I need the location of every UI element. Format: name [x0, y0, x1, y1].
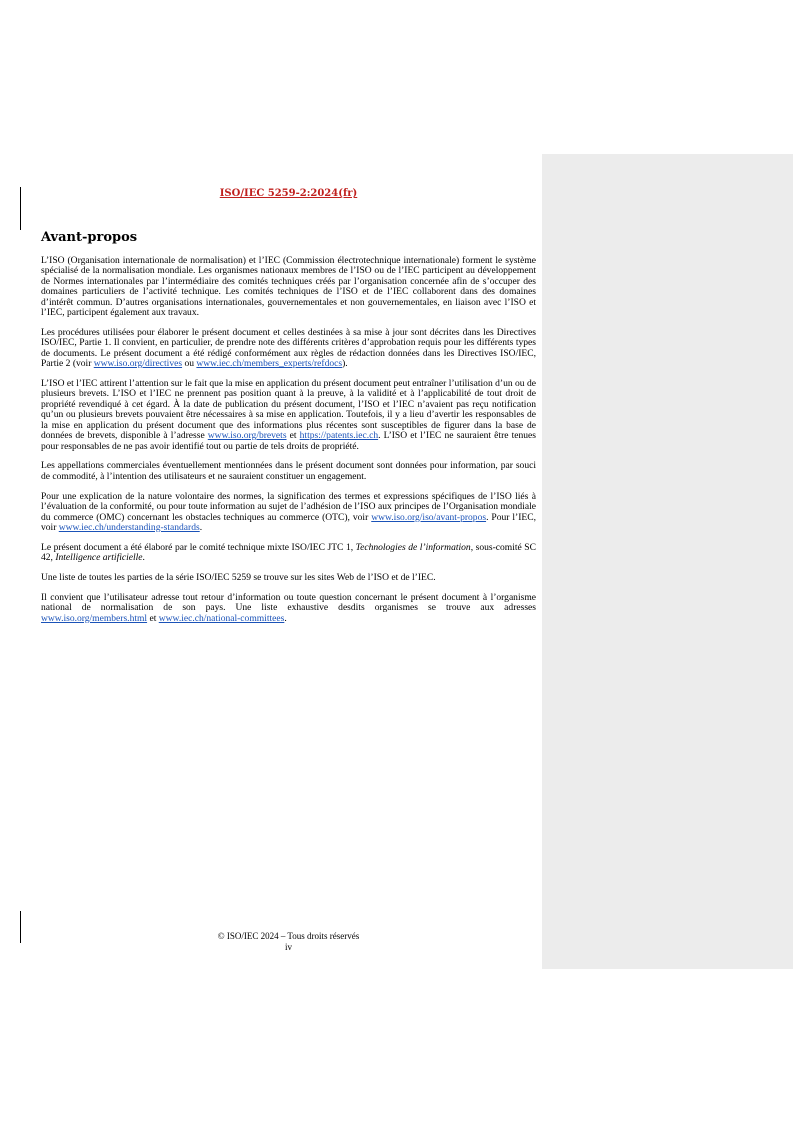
link-iec-patents[interactable]: https://patents.iec.ch — [299, 430, 379, 442]
body-text — [41, 256, 536, 634]
paragraph-8-mid: et — [147, 612, 159, 624]
change-bar-bottom — [20, 911, 21, 943]
paragraph-1: L’ISO (Organisation internationale de normalisation) et l’IEC (Commission électrotechnique internationale) forment le système spécialisé de la normalisation mondiale. Les organismes nationaux membres de l’ISO ou de l’IEC participent au développement de Normes internationales par l’intermédiaire des comités techniques créés par l’organisation concernée afin de s’occuper des domaines particuliers de l’activité technique. Les comités techniques de l’ISO et de l’IEC collaborent dans des domaines d’intérêt commun. D’autres organisations internationales, gouvernementales et non gouvernementales, en liaison avec l’ISO et l’IEC, participent également aux travaux. — [41, 255, 536, 319]
paragraph-6 — [41, 543, 536, 564]
change-bar-top — [20, 187, 21, 230]
paragraph-3-text: L’ISO et l’IEC attirent l’attention sur le fait que la mise en application du présent document peut entraîner l’utilisation d’un ou de plusieurs brevets. L’ISO et l’IEC ne prennent pas position quant à la preuve, à la validité et à l’applicabilité de tout droit de propriété revendiqué à cet égard. À la date de publication du présent document, l’ISO et l’IEC n’avaient pas reçu notification qu’un ou plusieurs brevets pouvaient être nécessaires à sa mise en application. Toutefois, il y a lieu d’avertir les responsables de la mise en application du présent document que des informations plus récentes sont susceptibles de figurer dans la base de données de brevets, disponible à l’adresse — [41, 378, 536, 442]
paragraph-6-mid: , sous-comité SC 42, — [41, 541, 536, 564]
paragraph-8-text: Il convient que l’utilisateur adresse tout retour d’information ou toute question concernant le présent document à l’organisme national de normalisation de son pays. Une liste exhaustive desdits organismes se trouve aux adresses — [41, 592, 536, 614]
paragraph-4: Les appellations commerciales éventuellement mentionnées dans le présent document sont données pour information, par souci de commodité, à l’intention des utilisateurs et ne sauraient constituer un engagement. — [41, 460, 536, 482]
page-footer — [41, 931, 536, 953]
paragraph-2-text: Les procédures utilisées pour élaborer le présent document et celles destinées à sa mise à jour sont décrites dans les Directives ISO/IEC, Partie 1. Il convient, en particulier, de prendre note des différents critères d’approbation requis pour les différents types de documents. Le présent document a été rédigé conformément aux règles de rédaction données dans les Directives ISO/IEC, Partie 2 (voir — [41, 326, 536, 370]
link-iec-understanding-standards[interactable]: www.iec.ch/understanding-standards — [58, 521, 200, 533]
paragraph-3-end: . L’ISO et l’IEC ne sauraient être tenues pour responsables de ne pas avoir identifié tout ou partie de tels droits de propriété. — [41, 430, 536, 452]
page-number: iv — [284, 942, 292, 952]
paragraph-6-end: . — [142, 552, 145, 564]
document-id-header: ISO/IEC 5259-2:2024(fr) — [219, 188, 358, 199]
link-iso-brevets[interactable]: www.iso.org/brevets — [207, 430, 287, 442]
paragraph-5 — [41, 492, 536, 534]
paragraph-6-italic-2: Intelligence artificielle — [55, 552, 143, 564]
link-iec-national-committees[interactable]: www.iec.ch/national-committees — [158, 612, 285, 624]
paragraph-3-mid: et — [286, 430, 300, 442]
paragraph-6-italic-1: Technologies de l’information — [355, 541, 471, 553]
paragraph-2 — [41, 328, 536, 370]
paragraph-5-text: Pour une explication de la nature volontaire des normes, la signification des termes et expressions spécifiques de l’ISO liés à l’évaluation de la conformité, ou pour toute information au sujet de l’adhésion de l’ISO aux principes de l’Organisation mondiale du commerce (OMC) concernant les obstacles techniques au commerce (OTC), voir — [41, 490, 536, 523]
section-title: Avant-propos — [41, 230, 138, 245]
paragraph-5-mid: . Pour l’IEC, voir — [41, 511, 536, 533]
comment-pane — [542, 154, 793, 969]
paragraph-6-text: Le présent document a été élaboré par le comité technique mixte ISO/IEC JTC 1, — [41, 541, 356, 553]
paragraph-8 — [41, 593, 536, 624]
link-iso-avant-propos[interactable]: www.iso.org/iso/avant-propos — [371, 511, 487, 523]
paragraph-2-mid: ou — [182, 358, 197, 370]
paragraph-7: Une liste de toutes les parties de la série ISO/IEC 5259 se trouve sur les sites Web de l’ISO et de l’IEC. — [41, 572, 436, 584]
link-iso-directives[interactable]: www.iso.org/directives — [93, 358, 183, 370]
link-iso-members[interactable]: www.iso.org/members.html — [41, 612, 148, 624]
paragraph-3 — [41, 379, 536, 452]
link-iec-refdocs[interactable]: www.iec.ch/members_experts/refdocs — [196, 358, 343, 370]
paragraph-8-end: . — [284, 612, 287, 624]
copyright-notice: © ISO/IEC 2024 – Tous droits réservés — [217, 931, 360, 941]
paragraph-5-end: . — [199, 521, 203, 533]
paragraph-2-end: ). — [342, 358, 348, 370]
